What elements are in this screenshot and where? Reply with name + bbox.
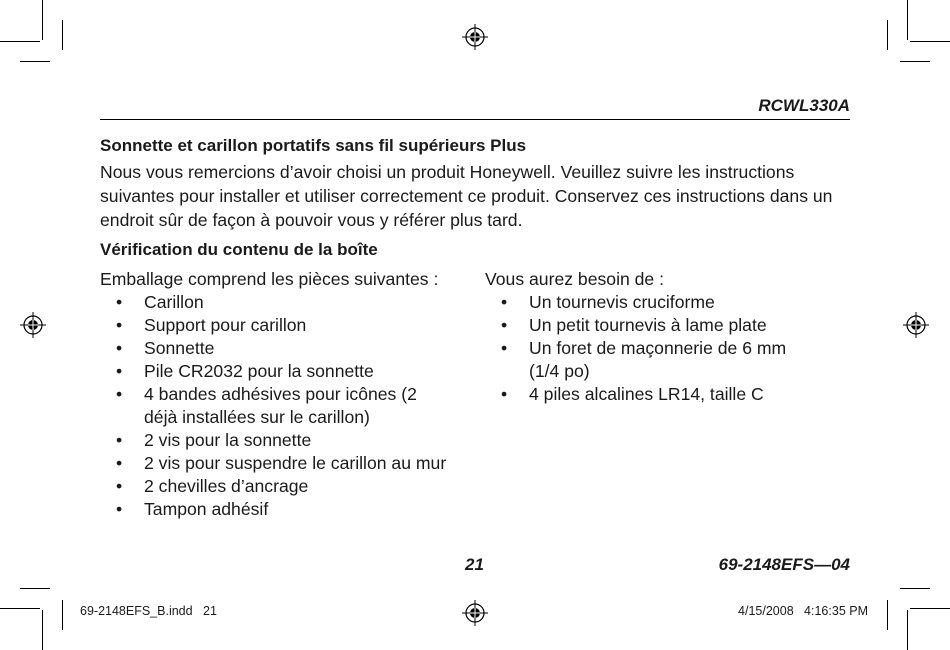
crop-mark-top-left-h2 — [20, 61, 50, 62]
crop-mark-bottom-left-h2 — [20, 588, 50, 589]
page-number: 21 — [465, 555, 484, 574]
registration-mark-top-icon — [462, 24, 488, 50]
list-item: • Un tournevis cruciforme — [501, 292, 715, 312]
section-heading: Vérification du contenu de la boîte — [100, 240, 378, 259]
registration-mark-right-icon — [903, 312, 929, 338]
crop-mark-top-left-h — [0, 41, 40, 42]
list-item: • Sonnette — [116, 338, 215, 358]
crop-mark-top-right-v2 — [887, 20, 888, 50]
list-item: • 4 bandes adhésives pour icônes (2 déjà installées sur le carillon) — [116, 384, 417, 427]
crop-mark-bottom-right-h — [910, 608, 950, 609]
crop-mark-bottom-right-h2 — [900, 588, 930, 589]
crop-mark-bottom-right-v2 — [887, 600, 888, 630]
list-item: • Support pour carillon — [116, 315, 307, 335]
crop-mark-top-left-v2 — [62, 20, 63, 50]
crop-mark-top-right-h2 — [900, 61, 930, 62]
crop-mark-top-right-h — [910, 41, 950, 42]
package-list — [100, 291, 480, 521]
package-label: Emballage comprend les pièces suivantes : — [100, 269, 439, 289]
crop-mark-bottom-left-v — [42, 610, 43, 650]
document-number: 69-2148EFS—04 — [718, 555, 850, 574]
crop-mark-bottom-left-v2 — [62, 600, 63, 630]
crop-mark-bottom-left-h — [0, 608, 40, 609]
header-rule — [100, 119, 850, 120]
needs-list — [485, 291, 850, 406]
tools-needed — [485, 268, 850, 406]
list-item: • Un petit tournevis à lame plate — [501, 315, 767, 335]
list-item: • 2 vis pour suspendre le carillon au mur — [116, 453, 447, 473]
list-item: • Un foret de maçonnerie de 6 mm (1/4 po) — [501, 338, 787, 381]
list-item: • Carillon — [116, 292, 204, 312]
needs-label: Vous aurez besoin de : — [485, 269, 664, 289]
intro-paragraph: Nous vous remercions d’avoir choisi un produit Honeywell. Veuillez suivre les instructions suivantes pour installer et utiliser correctement ce produit. Conservez ces instructions dans un endroit sûr de façon à pouvoir vous y référer plus tard. — [100, 162, 833, 230]
list-item: • 2 vis pour la sonnette — [116, 430, 312, 450]
list-item: • Tampon adhésif — [116, 499, 269, 519]
model-number: RCWL330A — [758, 96, 850, 115]
registration-mark-left-icon — [20, 312, 46, 338]
list-item: • Pile CR2032 pour la sonnette — [116, 361, 374, 381]
page-title: Sonnette et carillon portatifs sans fil supérieurs Plus — [100, 136, 527, 155]
package-contents — [100, 268, 480, 521]
list-item: • 4 piles alcalines LR14, taille C — [501, 384, 764, 404]
slug-timestamp: 4/15/2008 4:16:35 PM — [738, 604, 868, 618]
list-item: • 2 chevilles d’ancrage — [116, 476, 309, 496]
crop-mark-bottom-right-v — [907, 610, 908, 650]
slug-filename: 69-2148EFS_B.indd 21 — [80, 604, 217, 618]
registration-mark-bottom-icon — [462, 600, 488, 626]
crop-mark-top-right-v — [907, 0, 908, 40]
crop-mark-top-left-v — [42, 0, 43, 40]
